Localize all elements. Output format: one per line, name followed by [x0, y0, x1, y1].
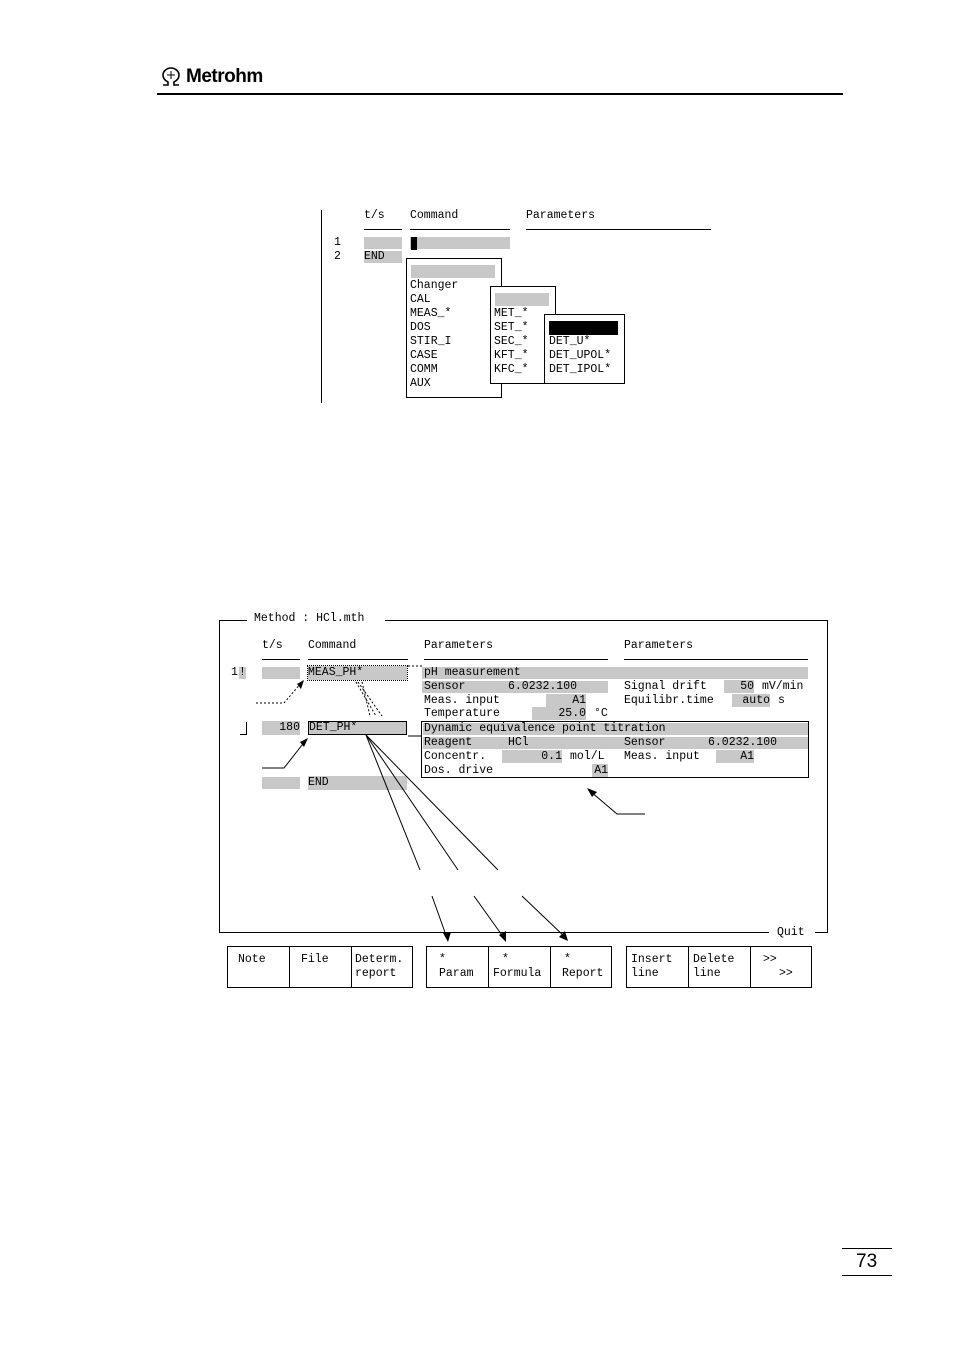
- row-number: 2: [334, 250, 341, 263]
- meas-drift-value[interactable]: 50: [724, 680, 754, 693]
- softkey-more[interactable]: >> >>: [750, 946, 812, 988]
- col-parameters-header: Parameters: [526, 209, 596, 222]
- meas-drift-label: Signal drift: [624, 680, 707, 693]
- menu-item-sec[interactable]: SEC_*: [494, 335, 529, 348]
- menu-item-comm[interactable]: COMM: [410, 363, 438, 376]
- page-number: 73: [856, 1251, 878, 1272]
- softkey-report[interactable]: * Report: [550, 946, 612, 988]
- softkey-insert-line[interactable]: Insert line: [631, 953, 673, 980]
- menu-item-changer[interactable]: Changer: [410, 279, 459, 292]
- menu-item-kft[interactable]: KFT_*: [494, 349, 529, 362]
- menu-item-aux[interactable]: AUX: [410, 377, 431, 390]
- col-command-header: Command: [410, 209, 459, 222]
- page-number-underline: [842, 1275, 892, 1276]
- meas-temp-unit: °C: [594, 707, 608, 720]
- row-number: 1: [231, 666, 238, 679]
- softkey-file[interactable]: File: [289, 946, 351, 988]
- col-parameters-header-1: Parameters: [424, 639, 494, 652]
- det-conc-value[interactable]: 0.1: [502, 750, 562, 763]
- menu-item-det-u[interactable]: DET_U*: [549, 335, 591, 348]
- meas-sensor-label: Sensor: [424, 680, 466, 693]
- menu-item-meas[interactable]: MEAS_*: [410, 307, 452, 320]
- det-reagent-label: Reagent: [424, 736, 473, 749]
- meas-sensor-value[interactable]: 6.0232.100: [508, 680, 578, 693]
- ts-value[interactable]: 180: [262, 721, 300, 735]
- det-dos-value[interactable]: A1: [592, 764, 608, 777]
- menu-item-set[interactable]: SET_*: [494, 321, 529, 334]
- det-input-label: Meas. input: [624, 750, 700, 763]
- meas-input-label: Meas. input: [424, 694, 500, 707]
- meas-temp-value[interactable]: 25.0: [532, 707, 586, 720]
- meas-title: pH measurement: [424, 666, 521, 679]
- softkey-param[interactable]: * Param: [439, 953, 474, 980]
- det-input-value[interactable]: A1: [716, 750, 754, 763]
- col-command-header: Command: [308, 639, 357, 652]
- softkey-delete-line[interactable]: Delete line: [688, 946, 750, 988]
- softkey-determ-report[interactable]: Determ. report: [351, 946, 413, 988]
- command-det-ph[interactable]: DET_PH*: [308, 721, 407, 735]
- det-conc-label: Concentr.: [424, 750, 487, 763]
- det-sensor-value[interactable]: 6.0232.100: [708, 736, 778, 749]
- end-marker: END: [308, 776, 407, 790]
- meas-drift-unit: mV/min: [762, 680, 804, 693]
- page-number-rule: [842, 1248, 892, 1249]
- col-parameters-header-2: Parameters: [624, 639, 694, 652]
- row-warning-flag: !: [239, 666, 246, 679]
- menu-item-met[interactable]: MET_*: [494, 307, 529, 320]
- quit-label[interactable]: Quit: [777, 926, 805, 939]
- col-ts-header: t/s: [262, 639, 283, 652]
- menu-item-dos[interactable]: DOS: [410, 321, 431, 334]
- command-meas-ph[interactable]: MEAS_PH*: [308, 666, 407, 680]
- meas-temp-label: Temperature: [424, 707, 500, 720]
- det-sensor-label: Sensor: [624, 736, 666, 749]
- det-title: Dynamic equivalence point titration: [424, 722, 666, 735]
- end-marker: END: [364, 250, 385, 263]
- col-ts-header: t/s: [364, 209, 385, 222]
- brand-name: Metrohm: [186, 66, 263, 87]
- menu-item-stir[interactable]: STIR_I: [410, 335, 452, 348]
- det-conc-unit: mol/L: [570, 750, 605, 763]
- menu-item-cal[interactable]: CAL: [410, 293, 431, 306]
- menu-item-det-ipol[interactable]: DET_IPOL*: [549, 363, 612, 376]
- row-number: 1: [334, 236, 341, 249]
- meas-equil-label: Equilibr.time: [624, 694, 714, 707]
- menu-item-kfc[interactable]: KFC_*: [494, 363, 529, 376]
- softkey-formula[interactable]: * Formula: [488, 946, 550, 988]
- meas-input-value[interactable]: A1: [546, 694, 586, 707]
- det-dos-label: Dos. drive: [424, 764, 494, 777]
- menu-item-det-upol[interactable]: DET_UPOL*: [549, 349, 612, 362]
- softkey-note[interactable]: Note: [238, 953, 266, 966]
- meas-equil-unit: s: [778, 694, 785, 707]
- menu-item-case[interactable]: CASE: [410, 349, 438, 362]
- meas-equil-value[interactable]: auto: [732, 694, 770, 707]
- method-window-title: Method : HCl.mth: [254, 612, 365, 625]
- det-reagent-value[interactable]: HCl: [508, 736, 529, 749]
